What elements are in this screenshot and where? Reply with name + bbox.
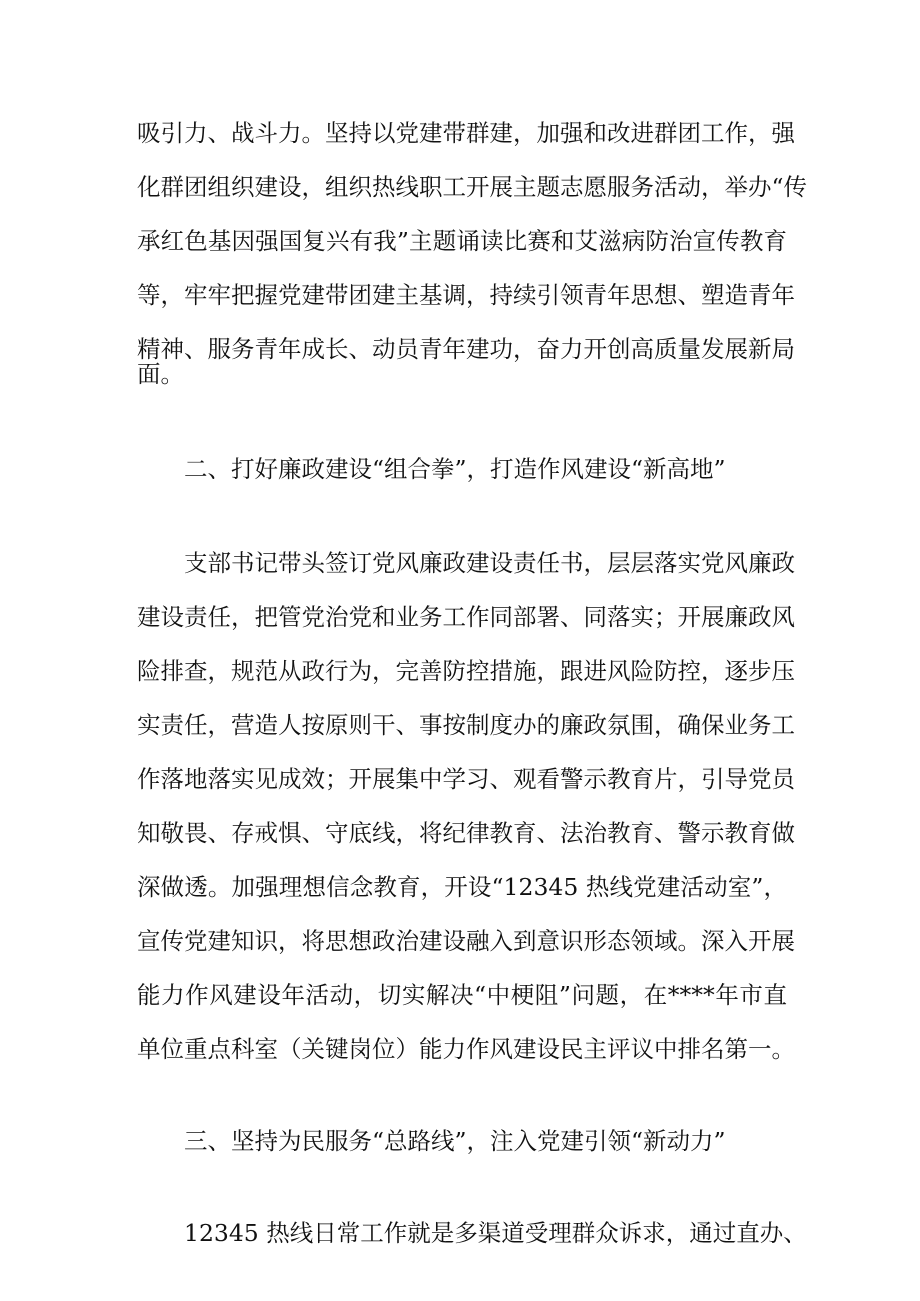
- text-line: 知敬畏、存戒惧、守底线，将纪律教育、法治教育、警示教育做: [137, 819, 795, 847]
- text-line: 实责任，营造人按原则干、事按制度办的廉政氛围，确保业务工: [137, 711, 795, 739]
- text-line: 深做透。加强理想信念教育，开设“12345 热线党建活动室”，: [137, 873, 787, 901]
- text-line: 吸引力、战斗力。坚持以党建带群建，加强和改进群团工作，强: [137, 119, 795, 147]
- text-line: 能力作风建设年活动，切实解决“中梗阻”问题，在****年市直: [137, 981, 787, 1009]
- text-line: 宣传党建知识，将思想政治建设融入到意识形态领域。深入开展: [137, 927, 795, 955]
- text-line: 单位重点科室（关键岗位）能力作风建设民主评议中排名第一。: [137, 1035, 795, 1063]
- text-line: 支部书记带头签订党风廉政建设责任书，层层落实党风廉政: [184, 549, 795, 577]
- text-line: 化群团组织建设，组织热线职工开展主题志愿服务活动，举办“传: [137, 173, 808, 201]
- text-line: 作落地落实见成效；开展集中学习、观看警示教育片，引导党员: [137, 765, 795, 793]
- text-line: 等，牢牢把握党建带团建主基调，持续引领青年思想、塑造青年: [137, 281, 795, 309]
- text-line: 险排查，规范从政行为，完善防控措施，跟进风险防控，逐步压: [137, 657, 795, 685]
- text-line: 12345 热线日常工作就是多渠道受理群众诉求，通过直办、: [184, 1219, 807, 1247]
- section-heading-3: 三、坚持为民服务“总路线”，注入党建引领“新动力”: [184, 1127, 726, 1155]
- text-line: 承红色基因强国复兴有我”主题诵读比赛和艾滋病防治宣传教育: [137, 227, 787, 255]
- text-line: 面。: [137, 360, 184, 388]
- text-line: 精神、服务青年成长、动员青年建功，奋力开创高质量发展新局: [137, 335, 795, 363]
- section-heading-2: 二、打好廉政建设“组合拳”，打造作风建设“新高地”: [184, 455, 726, 483]
- text-line: 建设责任，把管党治党和业务工作同部署、同落实；开展廉政风: [137, 603, 795, 631]
